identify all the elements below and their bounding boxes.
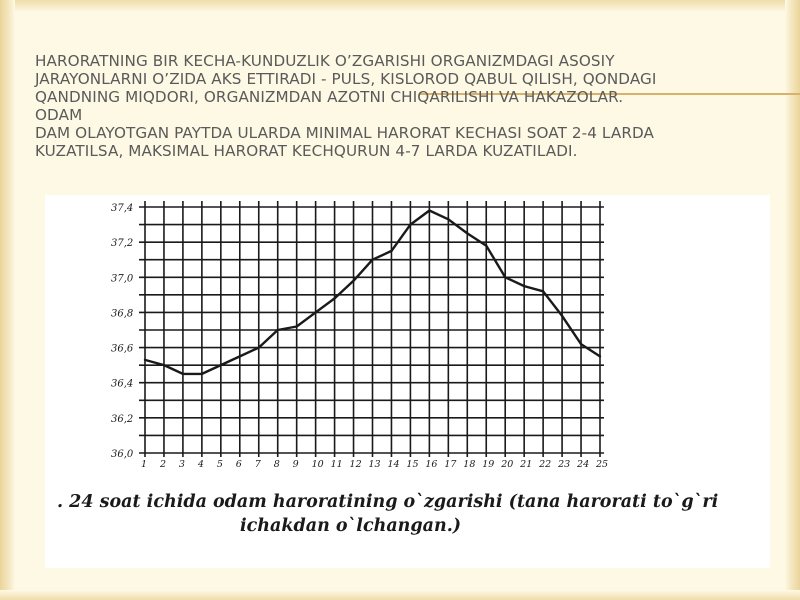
title-line: KUZATILSA, MAKSIMAL HARORAT KECHQURUN 4-7 LARDA KUZATILADI. [35, 142, 578, 160]
data-point [333, 297, 335, 299]
slide-frame-top [0, 0, 800, 12]
data-point [314, 311, 316, 313]
title-line: JARAYONLARNI O’ZIDA AKS ETTIRADI - PULS, KISLOROD QABUL QILISH, QONDAGI [35, 70, 657, 88]
y-tick-label: 36,8 [111, 308, 134, 320]
x-tick-label: 17 [444, 459, 457, 470]
y-tick-label: 37,0 [111, 273, 134, 285]
y-tick-label: 36,0 [111, 449, 134, 460]
data-point [182, 373, 184, 375]
title-line: DAM OLAYOTGAN PAYTDA ULARDA MINIMAL HARORAT KECHASI SOAT 2-4 LARDA [35, 124, 654, 142]
data-point [201, 373, 203, 375]
data-point [295, 325, 297, 327]
x-tick-label: 4 [197, 459, 204, 470]
y-tick-label: 36,6 [111, 343, 134, 355]
x-tick-label: 15 [406, 459, 419, 470]
x-tick-label: 20 [501, 459, 514, 470]
data-point [523, 285, 525, 287]
data-point [239, 355, 241, 357]
data-point [504, 276, 506, 278]
x-tick-label: 14 [387, 459, 400, 470]
x-tick-label: 16 [425, 459, 438, 470]
data-point [258, 346, 260, 348]
caption-line-1: . 24 soat ichida odam haroratining o`zgarishi (tana harorati to`g`ri [57, 492, 719, 512]
data-point [220, 364, 222, 366]
data-point [144, 359, 146, 361]
data-point [485, 244, 487, 246]
x-tick-label: 10 [311, 459, 324, 470]
x-tick-label: 9 [292, 459, 299, 470]
x-tick-label: 25 [596, 459, 609, 470]
data-point [163, 364, 165, 366]
data-point [352, 280, 354, 282]
x-tick-label: 1 [141, 459, 148, 470]
x-tick-label: 7 [254, 459, 261, 470]
slide-frame-bottom [0, 590, 800, 600]
data-point [409, 223, 411, 225]
data-point [390, 250, 392, 252]
data-point [277, 329, 279, 331]
x-tick-label: 23 [558, 459, 571, 470]
temperature-figure [45, 195, 770, 568]
x-tick-label: 12 [349, 459, 362, 470]
y-tick-label: 36,4 [111, 378, 134, 390]
y-tick-label: 37,4 [111, 203, 134, 214]
title-line: QANDNING MIQDORI, ORGANIZMDAN AZOTNI CHIQARILISHI VA HAKAZOLAR. [35, 88, 624, 106]
data-point [447, 218, 449, 220]
x-tick-label: 21 [520, 459, 533, 470]
slide-frame-right [785, 0, 800, 600]
data-point [371, 259, 373, 261]
temperature-chart [45, 195, 770, 485]
x-tick-label: 22 [539, 459, 552, 470]
caption-line-2: ichakdan o`lchangan.) [240, 516, 462, 536]
x-tick-label: 18 [463, 459, 476, 470]
x-tick-label: 6 [235, 459, 242, 470]
data-point [561, 315, 563, 317]
data-point [599, 355, 601, 357]
slide-frame-left [0, 0, 15, 600]
x-tick-label: 24 [577, 459, 590, 470]
data-point [466, 232, 468, 234]
x-tick-label: 2 [159, 459, 167, 470]
title-line: ODAM [35, 106, 83, 124]
x-tick-label: 5 [216, 459, 223, 470]
slide-title [35, 52, 780, 160]
title-line: HARORATNING BIR KECHA-KUNDUZLIK O’ZGARISHI ORGANIZMDAGI ASOSIY [35, 52, 615, 70]
y-tick-label: 36,2 [111, 413, 134, 425]
y-tick-label: 37,2 [111, 238, 134, 250]
x-tick-label: 19 [482, 459, 495, 470]
figure-caption [45, 490, 770, 538]
data-point [542, 290, 544, 292]
x-tick-label: 3 [178, 459, 185, 470]
x-tick-label: 11 [330, 459, 343, 470]
x-tick-label: 13 [368, 459, 381, 470]
data-point [428, 209, 430, 211]
data-point [580, 343, 582, 345]
x-tick-label: 8 [273, 459, 280, 470]
